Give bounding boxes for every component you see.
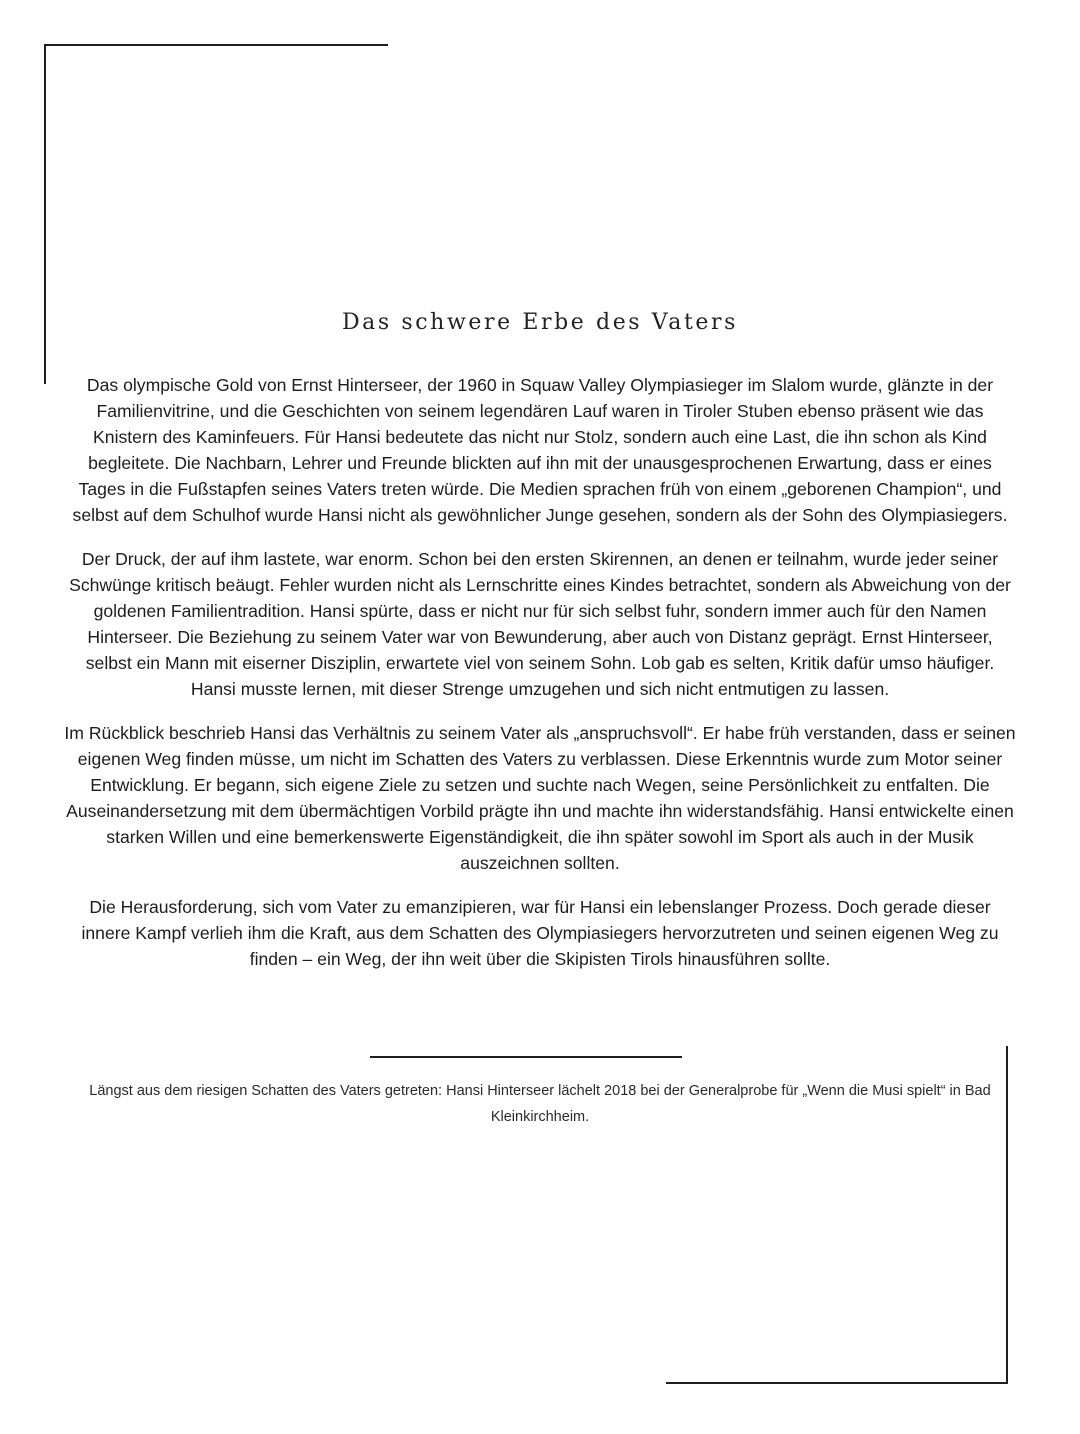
caption-divider	[370, 1056, 682, 1058]
paragraph-4: Die Herausforderung, sich vom Vater zu emanzipieren, war für Hansi ein lebenslanger Prozess. Doch gerade dieser innere Kampf verlieh ihm die Kraft, aus dem Schatten des Olympiasiegers hervorzutreten und seinen eigenen Weg zu finden – ein Weg, der ihn weit über die Skipisten Tirols hinausführen sollte.	[81, 897, 999, 969]
paragraph-3: Im Rückblick beschrieb Hansi das Verhältnis zu seinem Vater als „anspruchsvoll“. Er habe früh verstanden, dass er seinen eigenen Weg finden müsse, um nicht im Schatten des Vaters zu verblassen. Diese Erkenntnis wurde zum Motor seiner Entwicklung. Er begann, sich eigene Ziele zu setzen und suchte nach Wegen, seine Persönlichkeit zu entfalten. Die Auseinandersetzung mit dem übermächtigen Vorbild prägte ihn und machte ihn widerstandsfähig. Hansi entwickelte einen starken Willen und eine bemerkenswerte Eigenständigkeit, die ihn später sowohl im Sport als auch in der Musik auszeichnen sollten.	[64, 723, 1016, 873]
article-body	[64, 372, 1016, 990]
article-title: Das schwere Erbe des Vaters	[341, 310, 739, 335]
paragraph-1: Das olympische Gold von Ernst Hinterseer, der 1960 in Squaw Valley Olympiasieger im Slalom wurde, glänzte in der Familienvitrine, und die Geschichten von seinem legendären Lauf waren in Tiroler Stuben ebenso präsent wie das Knistern des Kaminfeuers. Für Hansi bedeutete das nicht nur Stolz, sondern auch eine Last, die ihn schon als Kind begleitete. Die Nachbarn, Lehrer und Freunde blickten auf ihn mit der unausgesprochenen Erwartung, dass er eines Tages in die Fußstapfen seines Vaters treten würde. Die Medien sprachen früh von einem „geborenen Champion“, und selbst auf dem Schulhof wurde Hansi nicht als gewöhnlicher Junge gesehen, sondern als der Sohn des Olympiasiegers.	[72, 375, 1008, 525]
paragraph-2: Der Druck, der auf ihm lastete, war enorm. Schon bei den ersten Skirennen, an denen er teilnahm, wurde jeder seiner Schwünge kritisch beäugt. Fehler wurden nicht als Lernschritte eines Kindes betrachtet, sondern als Abweichung von der goldenen Familientradition. Hansi spürte, dass er nicht nur für sich selbst fuhr, sondern immer auch für den Namen Hinterseer. Die Beziehung zu seinem Vater war von Bewunderung, aber auch von Distanz geprägt. Ernst Hinterseer, selbst ein Mann mit eiserner Disziplin, erwartete viel von seinem Sohn. Lob gab es selten, Kritik dafür umso häufiger. Hansi musste lernen, mit dieser Strenge umzugehen und sich nicht entmutigen zu lassen.	[69, 549, 1011, 699]
photo-caption: Längst aus dem riesigen Schatten des Vaters getreten: Hansi Hinterseer lächelt 2018 bei der Generalprobe für „Wenn die Musi spielt“ in Bad Kleinkirchheim.	[89, 1083, 991, 1125]
